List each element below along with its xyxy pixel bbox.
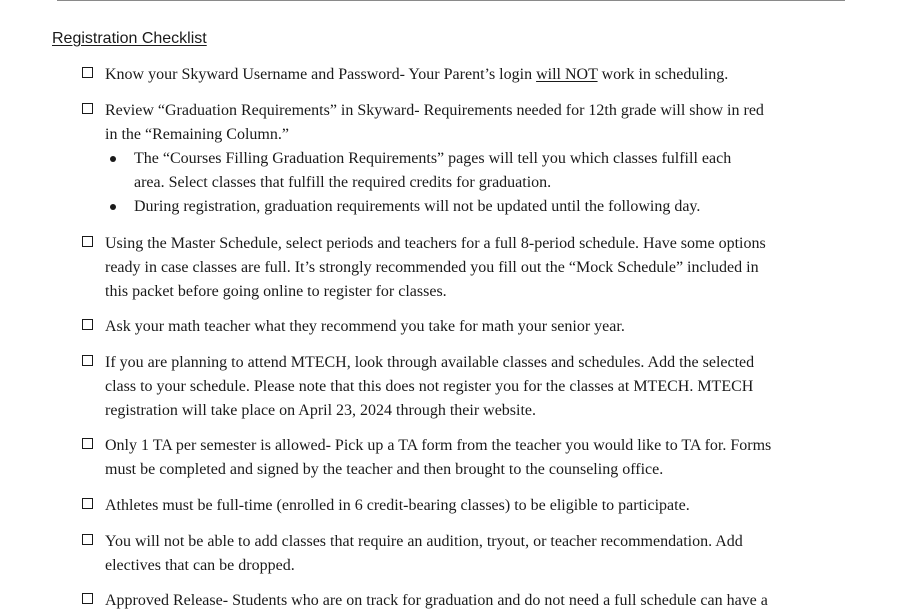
checklist-item-text: Approved Release- Students who are on track for graduation and do not need a full schedule can have a xyxy=(105,592,768,609)
checklist-item-text: Only 1 TA per semester is allowed- Pick up a TA form from the teacher you would like to TA for. Forms must be completed and signed by the teacher and then brought to the counseling office. xyxy=(105,437,772,478)
checklist-item xyxy=(82,589,852,613)
sub-list-item-text: During registration, graduation requirements will not be updated until the following day. xyxy=(134,198,701,215)
checkbox-icon[interactable] xyxy=(82,103,93,114)
sub-list-item xyxy=(134,195,852,219)
checklist-item xyxy=(82,315,852,339)
sub-list-item-text: The “Courses Filling Graduation Requirements” pages will tell you which classes fulfill each area. Select classes that fulfill the required credits for graduation. xyxy=(134,150,732,191)
checkbox-icon[interactable] xyxy=(82,593,93,604)
checklist-item-text: Review “Graduation Requirements” in Skyward- Requirements needed for 12th grade will show in red in the “Remaining Column.” xyxy=(105,102,764,143)
item-text-part: work in scheduling. xyxy=(597,66,729,83)
checklist-item xyxy=(82,530,852,578)
checklist-item-text: Using the Master Schedule, select periods and teachers for a full 8-period schedule. Have some options ready in case classes are full. It’s strongly recommended you fill out the “Mock Schedule” included in this packet before going online to register for classes. xyxy=(105,235,766,300)
checkbox-icon[interactable] xyxy=(82,534,93,545)
checkbox-icon[interactable] xyxy=(82,498,93,509)
underlined-emphasis: will NOT xyxy=(536,66,598,83)
checklist-item xyxy=(82,434,852,482)
checklist-item xyxy=(82,63,852,87)
checkbox-icon[interactable] xyxy=(82,67,93,78)
checklist-item-text: You will not be able to add classes that require an audition, tryout, or teacher recommendation. Add electives that can be dropped. xyxy=(105,533,743,574)
sub-list xyxy=(134,147,852,219)
item-text-part: Know your Skyward Username and Password- Your Parent’s login xyxy=(105,66,537,83)
bullet-icon xyxy=(110,204,116,210)
checklist-item-text: If you are planning to attend MTECH, look through available classes and schedules. Add the selected class to your schedule. Please note that this does not register you for the classes at MTECH. MTECH registration will take place on April 23, 2024 through their website. xyxy=(105,354,755,419)
checklist-item-text xyxy=(105,63,852,87)
checkbox-icon[interactable] xyxy=(82,438,93,449)
checklist-item-text: Athletes must be full-time (enrolled in 6 credit-bearing classes) to be eligible to participate. xyxy=(105,497,690,514)
checkbox-icon[interactable] xyxy=(82,355,93,366)
bullet-icon xyxy=(110,156,116,162)
checkbox-icon[interactable] xyxy=(82,319,93,330)
checklist-item xyxy=(82,232,852,304)
top-rule xyxy=(57,0,845,1)
checklist-item xyxy=(82,494,852,518)
checklist-item xyxy=(82,99,852,219)
checklist-item-text: Ask your math teacher what they recommend you take for math your senior year. xyxy=(105,318,625,335)
checkbox-icon[interactable] xyxy=(82,236,93,247)
sub-list-item xyxy=(134,147,852,195)
section-heading: Registration Checklist xyxy=(52,30,207,47)
checklist-item xyxy=(82,351,852,423)
